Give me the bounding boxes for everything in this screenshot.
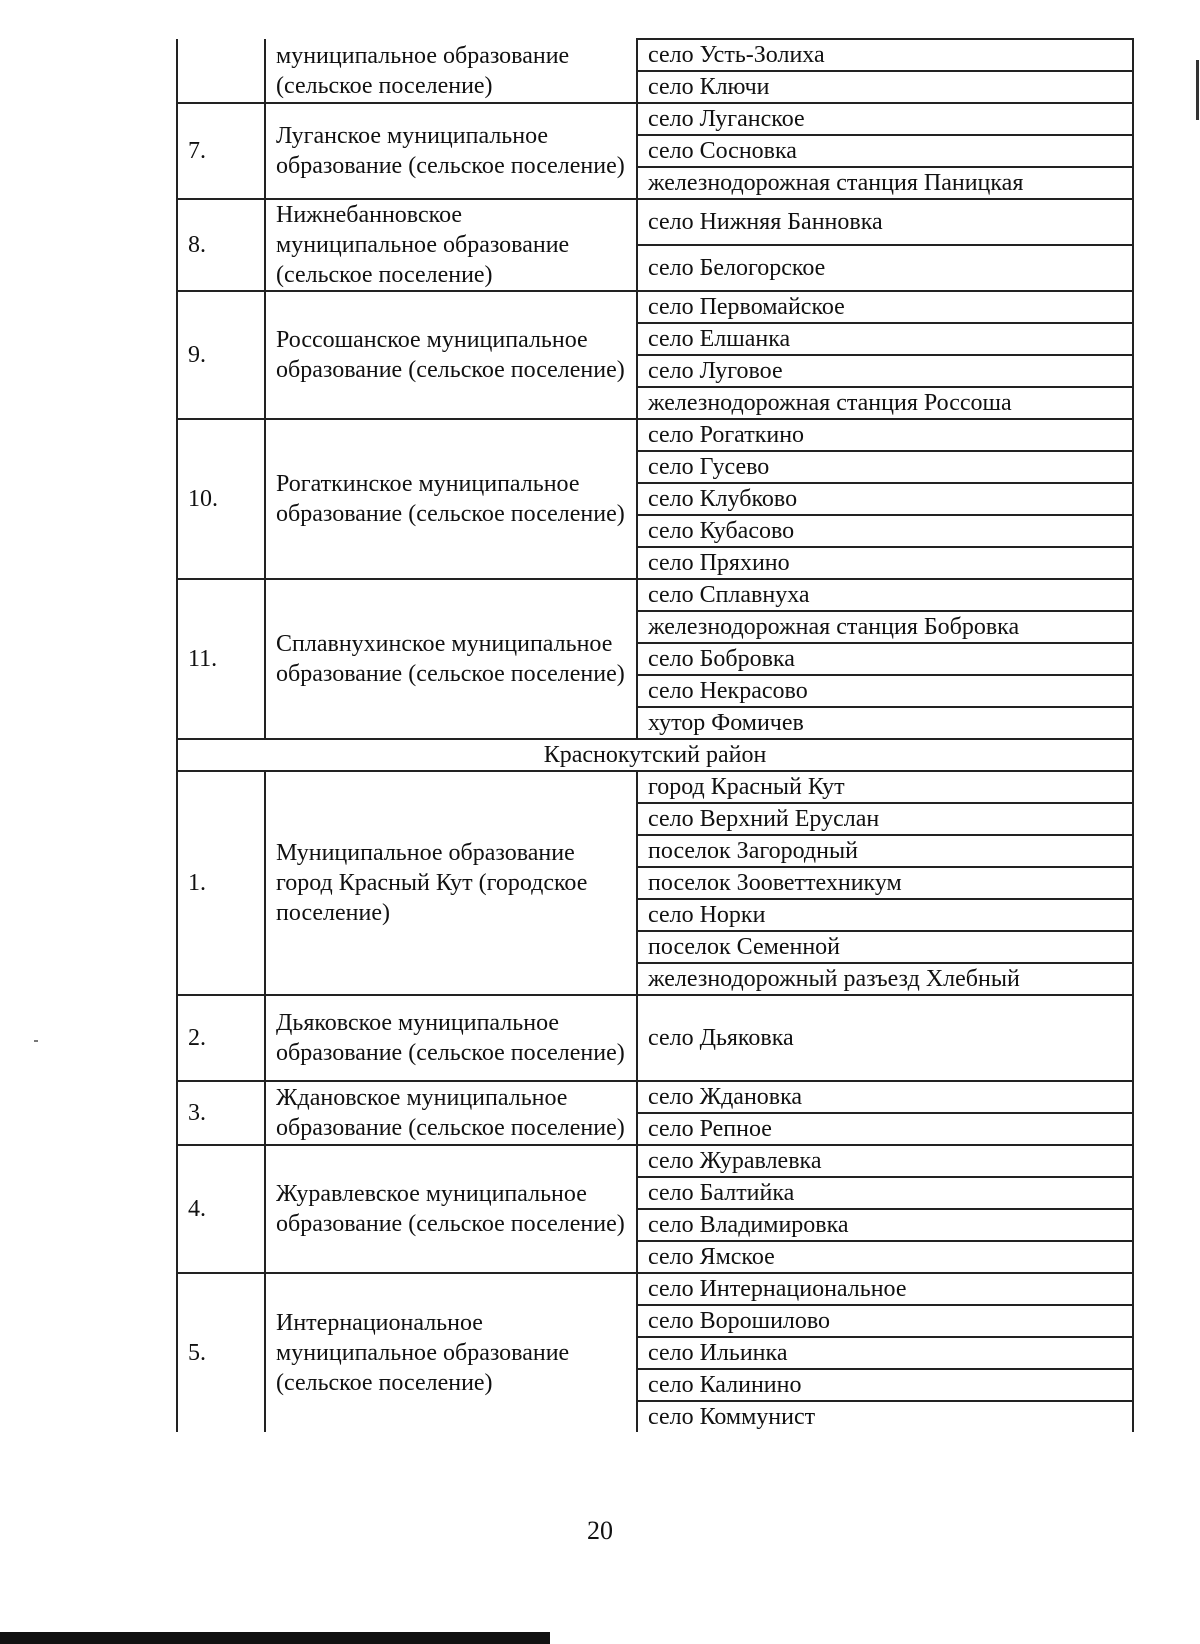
settlement-name: село Елшанка	[637, 323, 1133, 355]
settlement-name: село Сосновка	[637, 135, 1133, 167]
settlement-name: село Белогорское	[637, 245, 1133, 291]
settlements-table	[176, 38, 1134, 1432]
district-title: Краснокутский район	[177, 739, 1133, 771]
municipality-name: Нижнебанновское муниципальное образование (сельское поселение)	[265, 199, 637, 291]
settlement-name: село Журавлевка	[637, 1145, 1133, 1177]
settlements-table-body	[177, 39, 1133, 1432]
row-number: 10.	[177, 419, 265, 579]
settlement-name: село Ждановка	[637, 1081, 1133, 1113]
table-row	[177, 291, 1133, 323]
settlement-name: село Норки	[637, 899, 1133, 931]
settlement-name: село Усть-Золиха	[637, 39, 1133, 71]
settlement-name: село Балтийка	[637, 1177, 1133, 1209]
row-number	[177, 39, 265, 103]
settlement-name: село Клубково	[637, 483, 1133, 515]
municipality-name: Сплавнухинское муниципальное образование (сельское поселение)	[265, 579, 637, 739]
settlement-name: хутор Фомичев	[637, 707, 1133, 739]
table-row	[177, 39, 1133, 71]
settlement-name: железнодорожная станция Россоша	[637, 387, 1133, 419]
settlement-name: село Сплавнуха	[637, 579, 1133, 611]
municipality-name: Муниципальное образование город Красный Кут (городское поселение)	[265, 771, 637, 995]
settlement-name: село Гусево	[637, 451, 1133, 483]
row-number: 3.	[177, 1081, 265, 1145]
settlement-name: село Рогаткино	[637, 419, 1133, 451]
municipality-name: Луганское муниципальное образование (сельское поселение)	[265, 103, 637, 199]
table-row	[177, 1145, 1133, 1177]
municipality-name: Журавлевское муниципальное образование (сельское поселение)	[265, 1145, 637, 1273]
table-row	[177, 419, 1133, 451]
settlement-name: село Владимировка	[637, 1209, 1133, 1241]
settlement-name: поселок Семенной	[637, 931, 1133, 963]
settlement-name: село Верхний Еруслан	[637, 803, 1133, 835]
scan-border-artifact	[0, 1632, 550, 1644]
settlement-name: железнодорожный разъезд Хлебный	[637, 963, 1133, 995]
settlement-name: село Калинино	[637, 1369, 1133, 1401]
settlement-name: село Репное	[637, 1113, 1133, 1145]
settlement-name: село Бобровка	[637, 643, 1133, 675]
table-row	[177, 1273, 1133, 1305]
settlement-name: село Некрасово	[637, 675, 1133, 707]
settlement-name: село Кубасово	[637, 515, 1133, 547]
table-row	[177, 1081, 1133, 1113]
row-number: 11.	[177, 579, 265, 739]
row-number: 7.	[177, 103, 265, 199]
municipality-name: Дьяковское муниципальное образование (сельское поселение)	[265, 995, 637, 1081]
settlement-name: село Коммунист	[637, 1401, 1133, 1432]
table-row	[177, 199, 1133, 245]
settlement-name: село Пряхино	[637, 547, 1133, 579]
settlement-name: город Красный Кут	[637, 771, 1133, 803]
table-row	[177, 103, 1133, 135]
settlement-name: село Ильинка	[637, 1337, 1133, 1369]
municipality-name: Россошанское муниципальное образование (сельское поселение)	[265, 291, 637, 419]
scan-edge-artifact	[1196, 60, 1199, 120]
settlement-name: железнодорожная станция Бобровка	[637, 611, 1133, 643]
settlement-name: село Первомайское	[637, 291, 1133, 323]
settlement-name: железнодорожная станция Паницкая	[637, 167, 1133, 199]
table-row	[177, 579, 1133, 611]
row-number: 5.	[177, 1273, 265, 1432]
municipality-name: муниципальное образование (сельское поселение)	[265, 39, 637, 103]
municipality-name: Ждановское муниципальное образование (сельское поселение)	[265, 1081, 637, 1145]
row-number: 1.	[177, 771, 265, 995]
scan-speck	[34, 1040, 38, 1042]
settlement-name: поселок Зооветтехникум	[637, 867, 1133, 899]
municipality-name: Интернациональное муниципальное образование (сельское поселение)	[265, 1273, 637, 1432]
settlement-name: село Дьяковка	[637, 995, 1133, 1081]
settlement-name: поселок Загородный	[637, 835, 1133, 867]
settlement-name: село Нижняя Банновка	[637, 199, 1133, 245]
row-number: 4.	[177, 1145, 265, 1273]
municipality-name: Рогаткинское муниципальное образование (сельское поселение)	[265, 419, 637, 579]
district-header-row	[177, 739, 1133, 771]
page-number: 20	[587, 1516, 613, 1545]
table-row	[177, 995, 1133, 1081]
settlement-name: село Ворошилово	[637, 1305, 1133, 1337]
settlement-name: село Ключи	[637, 71, 1133, 103]
settlement-name: село Интернациональное	[637, 1273, 1133, 1305]
settlement-name: село Луговое	[637, 355, 1133, 387]
row-number: 9.	[177, 291, 265, 419]
settlement-name: село Луганское	[637, 103, 1133, 135]
table-row	[177, 771, 1133, 803]
row-number: 2.	[177, 995, 265, 1081]
row-number: 8.	[177, 199, 265, 291]
settlement-name: село Ямское	[637, 1241, 1133, 1273]
